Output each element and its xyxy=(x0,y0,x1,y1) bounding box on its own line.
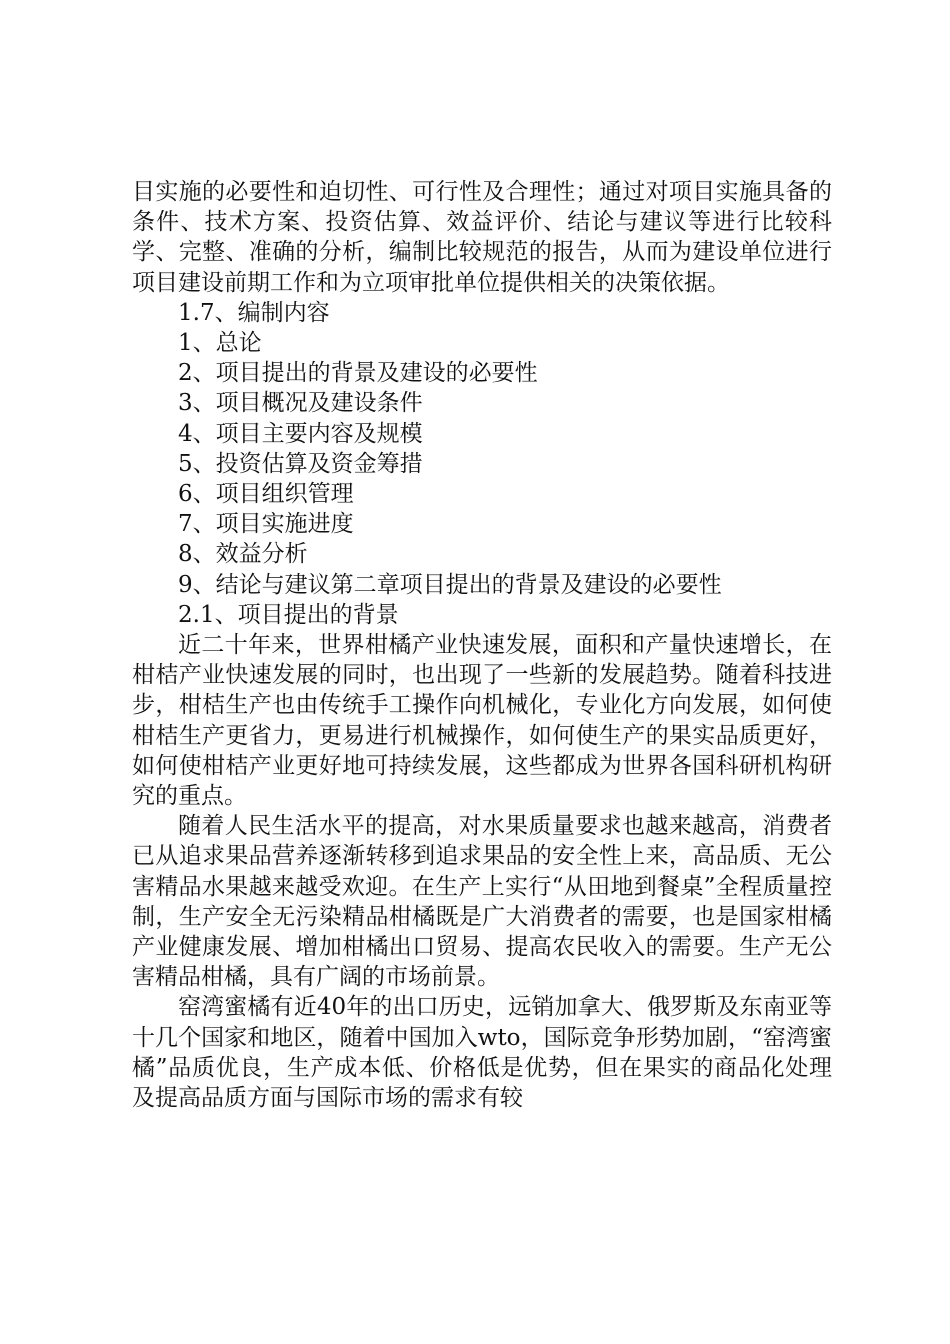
list-item-5: 5、投资估算及资金筹措 xyxy=(178,450,423,477)
list-item-9: 9、结论与建议第二章项目提出的背景及建设的必要性 xyxy=(178,571,722,598)
list-item-2: 2、项目提出的背景及建设的必要性 xyxy=(178,360,538,387)
list-item-1: 1、总论 xyxy=(178,330,262,357)
section-heading-2-1: 2.1、项目提出的背景 xyxy=(178,601,399,628)
list-item-4: 4、项目主要内容及规模 xyxy=(178,420,423,447)
paragraph-intro-continuation: 目实施的必要性和迫切性、可行性及合理性；通过对项目实施具备的条件、技术方案、投资估算、效益评价、结论与建议等进行比较科学、完整、准确的分析，编制比较规范的报告，从而为建设单位进行项目建设前期工作和为立项审批单位提供相关的决策依据。 xyxy=(132,179,832,296)
document-body xyxy=(132,177,832,1113)
list-item-7: 7、项目实施进度 xyxy=(178,511,354,538)
section-heading-1-7: 1.7、编制内容 xyxy=(178,299,330,326)
paragraph-industry-trends: 近二十年来，世界柑橘产业快速发展，面积和产量快速增长，在柑桔产业快速发展的同时，也出现了一些新的发展趋势。随着科技进步，柑桔生产也由传统手工操作向机械化，专业化方向发展，如何使柑桔生产更省力，更易进行机械操作，如何使生产的果实品质更好，如何使柑桔产业更好地可持续发展，这些都成为世界各国科研机构研究的重点。 xyxy=(132,632,832,810)
list-item-3: 3、项目概况及建设条件 xyxy=(178,390,423,417)
list-item-6: 6、项目组织管理 xyxy=(178,481,354,508)
paragraph-export-history: 窑湾蜜橘有近40年的出口历史，远销加拿大、俄罗斯及东南亚等十几个国家和地区，随着中国加入wto，国际竞争形势加剧，“窑湾蜜橘”品质优良，生产成本低、价格低是优势，但在果实的商品化处理及提高品质方面与国际市场的需求有较 xyxy=(132,994,832,1112)
paragraph-quality-demand: 随着人民生活水平的提高，对水果质量要求也越来越高，消费者已从追求果品营养逐渐转移到追求果品的安全性上来，高品质、无公害精品水果越来越受欢迎。在生产上实行“从田地到餐桌”全程质量控制，生产安全无污染精品柑橘既是广大消费者的需要，也是国家柑橘产业健康发展、增加柑橘出口贸易、提高农民收入的需要。生产无公害精品柑橘，具有广阔的市场前景。 xyxy=(132,813,832,991)
list-item-8: 8、效益分析 xyxy=(178,541,308,568)
